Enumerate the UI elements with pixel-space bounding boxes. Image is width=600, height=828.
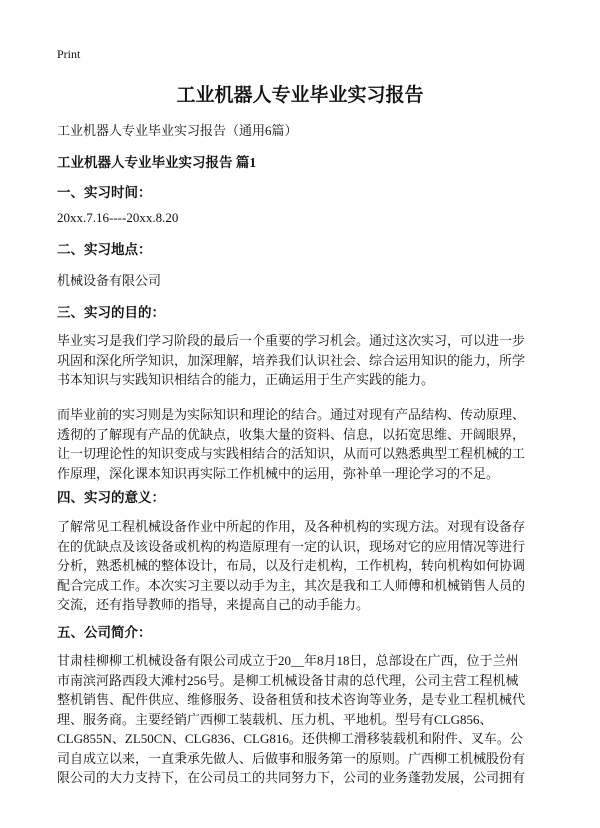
text-line: CLG855N、ZL50CN、CLG836、CLG816。还供柳工滑移装载机和附件、叉车。公 (57, 731, 523, 746)
place-heading: 二、实习地点： (57, 242, 152, 257)
text-line: 而毕业前的实习则是为实际知识和理论的结合。通过对现有产品结构、传动原理、 (57, 407, 526, 422)
text-line: 让一切理论性的知识变成与实践相结合的活知识，从而可以熟悉典型工程机械的工 (57, 446, 526, 461)
text-line: 在的优缺点及该设备或机构的构造原理有一定的认识，现场对它的应用情况等进行 (57, 538, 526, 554)
text-line: 限公司的大力支持下，在公司员工的共同努力下，公司的业务蓬勃发展，公司拥有 (57, 770, 526, 785)
text-line: 透彻的了解现有产品的优缺点，收集大量的资料、信息，以拓宽思维、开阔眼界， (57, 426, 526, 442)
purpose-paragraph-2 (57, 405, 525, 483)
text-line: 配合完成工作。本次实习主要以动手为主，其次是我和工人师傅和机械销售人员的 (57, 577, 526, 593)
print-link[interactable]: Print (57, 47, 81, 61)
purpose-heading: 三、实习的目的： (57, 305, 165, 320)
company-paragraph (57, 651, 525, 788)
text-line: 甘肃桂柳柳工机械设备有限公司成立于20__年8月18日，总部设在广西，位于兰州 (57, 653, 519, 668)
text-line: 巩固和深化所学知识，加深理解，培养我们认识社会、综合运用知识的能力，所学 (57, 352, 526, 368)
place-value: 机械设备有限公司 (57, 273, 162, 288)
company-heading: 五、公司简介： (57, 625, 152, 640)
text-line: 整机销售、配件供应、维修服务、设备租赁和技术咨询等业务，是专业工程机械代 (57, 692, 526, 707)
text-line: 毕业实习是我们学习阶段的最后一个重要的学习机会。通过这次实习，可以进一步 (57, 333, 526, 348)
time-heading: 一、实习时间： (57, 185, 152, 200)
purpose-paragraph-1 (57, 331, 525, 390)
meaning-heading: 四、实习的意义： (57, 490, 165, 505)
text-line: 作原理，深化课本知识再实际工作机械中的运用，弥补单一理论学习的不足。 (57, 465, 500, 481)
time-value: 20xx.7.16----20xx.8.20 (57, 210, 179, 225)
text-line: 了解常见工程机械设备作业中所起的作用，及各种机构的实现方法。对现有设备存 (57, 519, 526, 534)
text-line: 理、服务商。主要经销广西柳工装载机、压力机、平地机。型号有CLG856、 (57, 711, 493, 727)
text-line: 书本知识与实践知识相结合的能力，正确运用于生产实践的能力。 (57, 372, 435, 387)
document-title: 工业机器人专业毕业实习报告 (176, 85, 424, 106)
text-line: 市南滨河路西段大滩村256号。是柳工机械设备甘肃的总代理，公司主营工程机械 (57, 672, 519, 688)
text-line: 交流，还有指导教师的指导，来提高自己的动手能力。 (57, 597, 370, 612)
meaning-paragraph (57, 517, 525, 615)
text-line: 司自成立以来，一直秉承先做人、后做事和服务第一的原则。广西柳工机械股份有 (57, 750, 526, 766)
text-line: 分析，熟悉机械的整体设计，布局，以及行走机构，工作机构，转向机构如何协调 (57, 558, 526, 573)
document-subtitle: 工业机器人专业毕业实习报告（通用6篇） (57, 123, 298, 138)
article-heading: 工业机器人专业毕业实习报告 篇1 (57, 155, 257, 170)
